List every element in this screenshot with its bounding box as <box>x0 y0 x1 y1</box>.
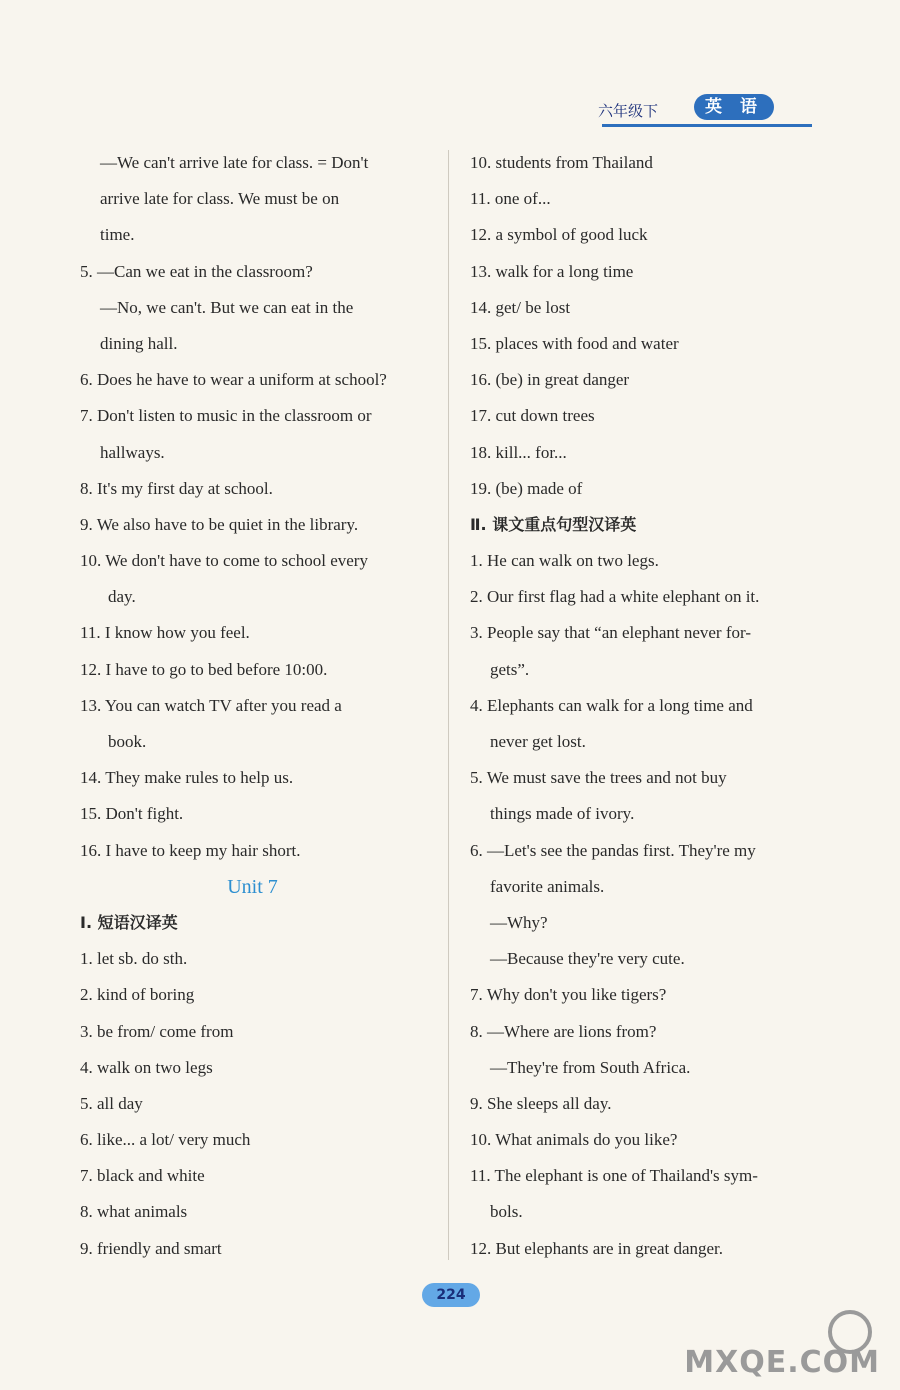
answer-line: —We can't arrive late for class. = Don't <box>100 153 369 172</box>
answer-line: 10. We don't have to come to school every <box>80 551 368 571</box>
answer-line: gets”. <box>490 659 530 679</box>
answer-line: 16. I have to keep my hair short. <box>80 840 301 860</box>
watermark <box>684 1310 880 1380</box>
header-rule <box>602 124 812 127</box>
answer-line: 9. She sleeps all day. <box>470 1093 612 1113</box>
answer-line: 13. walk for a long time <box>470 261 634 281</box>
section-title: Ⅰ. 短语汉译英 <box>80 912 178 932</box>
answer-line: 12. But elephants are in great danger. <box>470 1238 724 1258</box>
answer-line: 3. be from/ come from <box>80 1021 234 1041</box>
watermark-text: MXQE.COM <box>684 1345 880 1380</box>
unit-title: Unit 7 <box>227 875 278 898</box>
right-column <box>470 145 816 1267</box>
column-divider <box>448 150 449 1260</box>
answer-line: 19. (be) made of <box>470 478 583 498</box>
answer-line: 16. (be) in great danger <box>470 370 630 390</box>
answer-line: bols. <box>490 1202 523 1222</box>
answer-line: never get lost. <box>490 732 586 751</box>
answer-line: 3. People say that “an elephant never for- <box>470 623 751 643</box>
answer-line: 8. what animals <box>80 1202 188 1222</box>
answer-line: 11. I know how you feel. <box>80 623 250 643</box>
answer-line: hallways. <box>100 442 165 462</box>
answer-line: day. <box>108 587 136 607</box>
answer-line: 2. kind of boring <box>80 985 195 1005</box>
answer-line: time. <box>100 225 135 245</box>
answer-line: —Why? <box>490 912 548 932</box>
answer-line: 18. kill... for... <box>470 442 567 462</box>
answer-line: 6. like... a lot/ very much <box>80 1130 251 1150</box>
answer-line: things made of ivory. <box>490 804 635 824</box>
answer-line: —No, we can't. But we can eat in the <box>100 297 354 317</box>
answer-line: 7. black and white <box>80 1166 205 1186</box>
answer-line: 2. Our first flag had a white elephant on it. <box>470 587 760 607</box>
subject-badge: 英 语 <box>694 94 774 120</box>
answer-line: 10. students from Thailand <box>470 153 653 172</box>
answer-line: 4. walk on two legs <box>80 1057 213 1077</box>
answer-line: 5. all day <box>80 1093 143 1113</box>
answer-line: —They're from South Africa. <box>490 1057 691 1077</box>
answer-line: 15. places with food and water <box>470 333 679 353</box>
page-header <box>582 92 812 132</box>
answer-line: 12. a symbol of good luck <box>470 225 648 245</box>
answer-line: 8. It's my first day at school. <box>80 478 273 498</box>
answer-line: 1. He can walk on two legs. <box>470 551 659 571</box>
answer-line: 4. Elephants can walk for a long time and <box>470 695 753 715</box>
answer-line: 14. They make rules to help us. <box>80 768 294 788</box>
answer-line: 7. Why don't you like tigers? <box>470 985 667 1005</box>
answer-line: dining hall. <box>100 333 178 353</box>
answer-line: 15. Don't fight. <box>80 804 184 824</box>
left-column <box>80 145 425 1267</box>
answer-line: 5. We must save the trees and not buy <box>470 768 727 788</box>
answer-line: arrive late for class. We must be on <box>100 189 340 209</box>
answer-line: 10. What animals do you like? <box>470 1130 678 1150</box>
answer-line: 17. cut down trees <box>470 406 595 426</box>
answer-line: favorite animals. <box>490 876 605 896</box>
answer-line: 13. You can watch TV after you read a <box>80 695 342 715</box>
answer-line: 9. friendly and smart <box>80 1238 222 1258</box>
section-title: Ⅱ. 课文重点句型汉译英 <box>470 514 637 534</box>
grade-label: 六年级下 <box>598 102 659 120</box>
answer-line: 7. Don't listen to music in the classroom or <box>80 406 372 426</box>
answer-line: 6. —Let's see the pandas first. They're my <box>470 840 756 860</box>
answer-line: —Because they're very cute. <box>490 949 685 969</box>
answer-line: 9. We also have to be quiet in the library. <box>80 514 359 534</box>
answer-line: 11. The elephant is one of Thailand's sym- <box>470 1166 758 1186</box>
page-number: 224 <box>422 1283 480 1307</box>
answer-line: 11. one of... <box>470 189 551 209</box>
answer-line: 14. get/ be lost <box>470 297 571 317</box>
answer-line: 1. let sb. do sth. <box>80 949 188 969</box>
answer-line: 6. Does he have to wear a uniform at school? <box>80 370 387 390</box>
answer-line: 5. —Can we eat in the classroom? <box>80 261 313 281</box>
answer-line: book. <box>108 732 147 751</box>
answer-line: 8. —Where are lions from? <box>470 1021 657 1041</box>
answer-line: 12. I have to go to bed before 10:00. <box>80 659 328 679</box>
